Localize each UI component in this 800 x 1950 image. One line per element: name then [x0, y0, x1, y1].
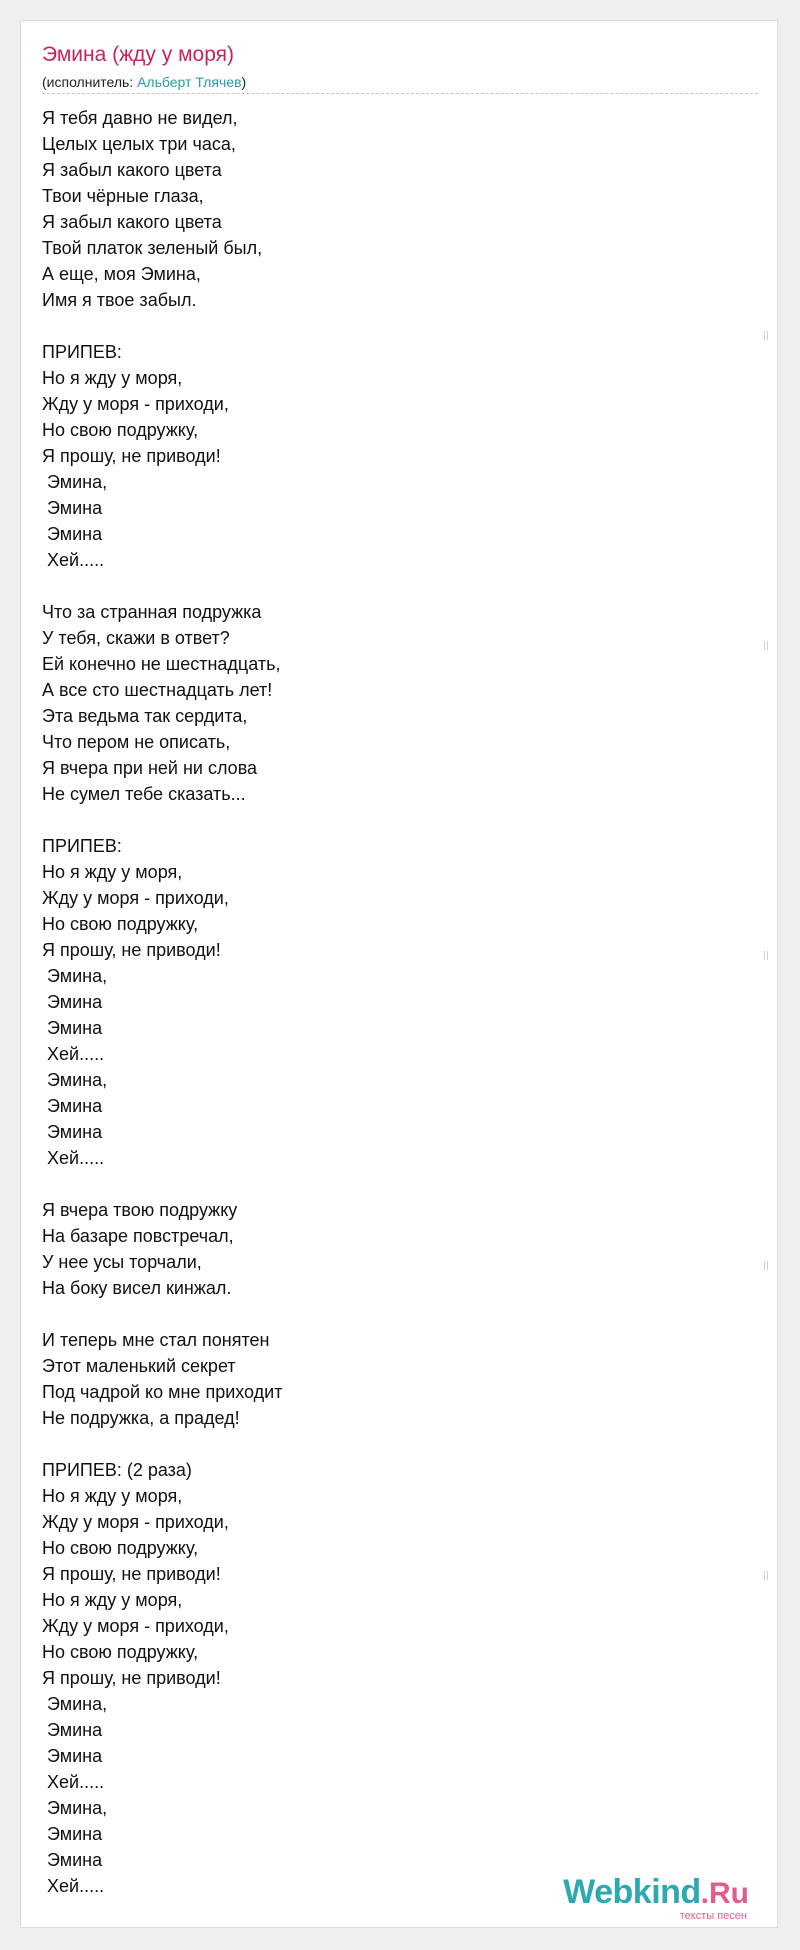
edge-marker	[764, 1571, 768, 1580]
lyric-line: Хей.....	[42, 1148, 105, 1168]
lyric-blank-line	[42, 1171, 742, 1197]
lyric-line: Я прошу, не приводи!	[42, 446, 221, 466]
lyric-line: Жду у моря - приходи,	[42, 1616, 229, 1636]
lyric-line: Хей.....	[42, 1044, 105, 1064]
lyric-line: Но я жду у моря,	[42, 368, 183, 388]
lyric-line: Но я жду у моря,	[42, 1486, 183, 1506]
song-title: Эмина (жду у моря)	[42, 43, 235, 66]
lyric-line: Твой платок зеленый был,	[42, 238, 263, 258]
lyric-line: Этот маленький секрет	[42, 1356, 236, 1376]
performer-prefix: (исполнитель:	[42, 74, 138, 90]
lyric-line: Не подружка, а прадед!	[42, 1408, 240, 1428]
lyric-blank-line	[42, 807, 742, 833]
lyrics-card	[20, 20, 778, 1928]
lyric-line: Эмина	[42, 498, 103, 518]
lyric-line: Я вчера твою подружку	[42, 1200, 238, 1220]
song-performer	[42, 73, 246, 91]
lyric-line: Целых целых три часа,	[42, 134, 236, 154]
lyric-line: Эмина	[42, 1122, 103, 1142]
edge-marker	[764, 951, 768, 960]
lyric-line: Эмина,	[42, 1798, 108, 1818]
lyric-line: Я тебя давно не видел,	[42, 108, 238, 128]
lyric-line: И теперь мне стал понятен	[42, 1330, 270, 1350]
lyric-line: Я забыл какого цвета	[42, 212, 222, 232]
lyric-line: Я прошу, не приводи!	[42, 1668, 221, 1688]
lyric-line: Эмина	[42, 524, 103, 544]
lyric-line: Эмина	[42, 1824, 103, 1844]
lyric-blank-line	[42, 1431, 742, 1457]
header-divider	[42, 93, 758, 94]
lyric-line: Эмина,	[42, 1694, 108, 1714]
edge-marker	[764, 1261, 768, 1270]
logo-tagline: тексты песен	[679, 1910, 747, 1922]
lyric-line: Эта ведьма так сердита,	[42, 706, 248, 726]
lyric-line: Эмина	[42, 1850, 103, 1870]
lyric-line: У нее усы торчали,	[42, 1252, 202, 1272]
edge-marker	[764, 331, 768, 340]
lyric-line: Что за странная подружка	[42, 602, 262, 622]
lyric-line: Эмина	[42, 1018, 103, 1038]
lyric-line: Что пером не описать,	[42, 732, 231, 752]
lyric-line: Но я жду у моря,	[42, 1590, 183, 1610]
performer-suffix: )	[241, 74, 247, 90]
lyric-line: Но свою подружку,	[42, 1642, 199, 1662]
lyric-line: На базаре повстречал,	[42, 1226, 234, 1246]
artist-link[interactable]: Альберт Тлячев	[137, 74, 242, 90]
lyric-line: Твои чёрные глаза,	[42, 186, 204, 206]
lyric-line: Я прошу, не приводи!	[42, 1564, 221, 1584]
edge-marker	[764, 641, 768, 650]
lyric-line: ПРИПЕВ: (2 раза)	[42, 1460, 192, 1480]
lyric-line: Жду у моря - приходи,	[42, 888, 229, 908]
lyric-line: Под чадрой ко мне приходит	[42, 1382, 283, 1402]
lyric-line: А все сто шестнадцать лет!	[42, 680, 273, 700]
lyric-line: Эмина,	[42, 472, 108, 492]
lyric-line: Имя я твое забыл.	[42, 290, 197, 310]
lyric-line: Но свою подружку,	[42, 914, 199, 934]
lyric-line: Эмина	[42, 992, 103, 1012]
lyric-line: ПРИПЕВ:	[42, 836, 122, 856]
lyric-line: А еще, моя Эмина,	[42, 264, 201, 284]
lyric-line: Но свою подружку,	[42, 420, 199, 440]
site-logo[interactable]	[563, 1873, 749, 1922]
lyric-line: Я забыл какого цвета	[42, 160, 222, 180]
lyric-line: Жду у моря - приходи,	[42, 1512, 229, 1532]
logo-name: Webkind	[563, 1873, 701, 1911]
lyric-line: На боку висел кинжал.	[42, 1278, 232, 1298]
lyric-line: Эмина	[42, 1720, 103, 1740]
lyric-line: Эмина,	[42, 1070, 108, 1090]
lyric-line: Эмина,	[42, 966, 108, 986]
lyric-line: Не сумел тебе сказать...	[42, 784, 246, 804]
lyrics-text	[42, 105, 742, 1899]
lyric-line: Эмина	[42, 1096, 103, 1116]
edge-markers	[762, 21, 772, 1927]
lyric-line: Эмина	[42, 1746, 103, 1766]
lyric-line: Я прошу, не приводи!	[42, 940, 221, 960]
lyric-line: Хей.....	[42, 550, 105, 570]
lyric-line: Хей.....	[42, 1772, 105, 1792]
lyric-blank-line	[42, 573, 742, 599]
lyric-line: Но свою подружку,	[42, 1538, 199, 1558]
lyric-line: ПРИПЕВ:	[42, 342, 122, 362]
logo-tld: .Ru	[700, 1877, 749, 1910]
lyric-line: У тебя, скажи в ответ?	[42, 628, 230, 648]
lyric-line: Хей.....	[42, 1876, 105, 1896]
lyric-blank-line	[42, 1301, 742, 1327]
lyric-line: Жду у моря - приходи,	[42, 394, 229, 414]
lyric-blank-line	[42, 313, 742, 339]
lyric-line: Я вчера при ней ни слова	[42, 758, 258, 778]
lyric-line: Но я жду у моря,	[42, 862, 183, 882]
lyric-line: Ей конечно не шестнадцать,	[42, 654, 281, 674]
